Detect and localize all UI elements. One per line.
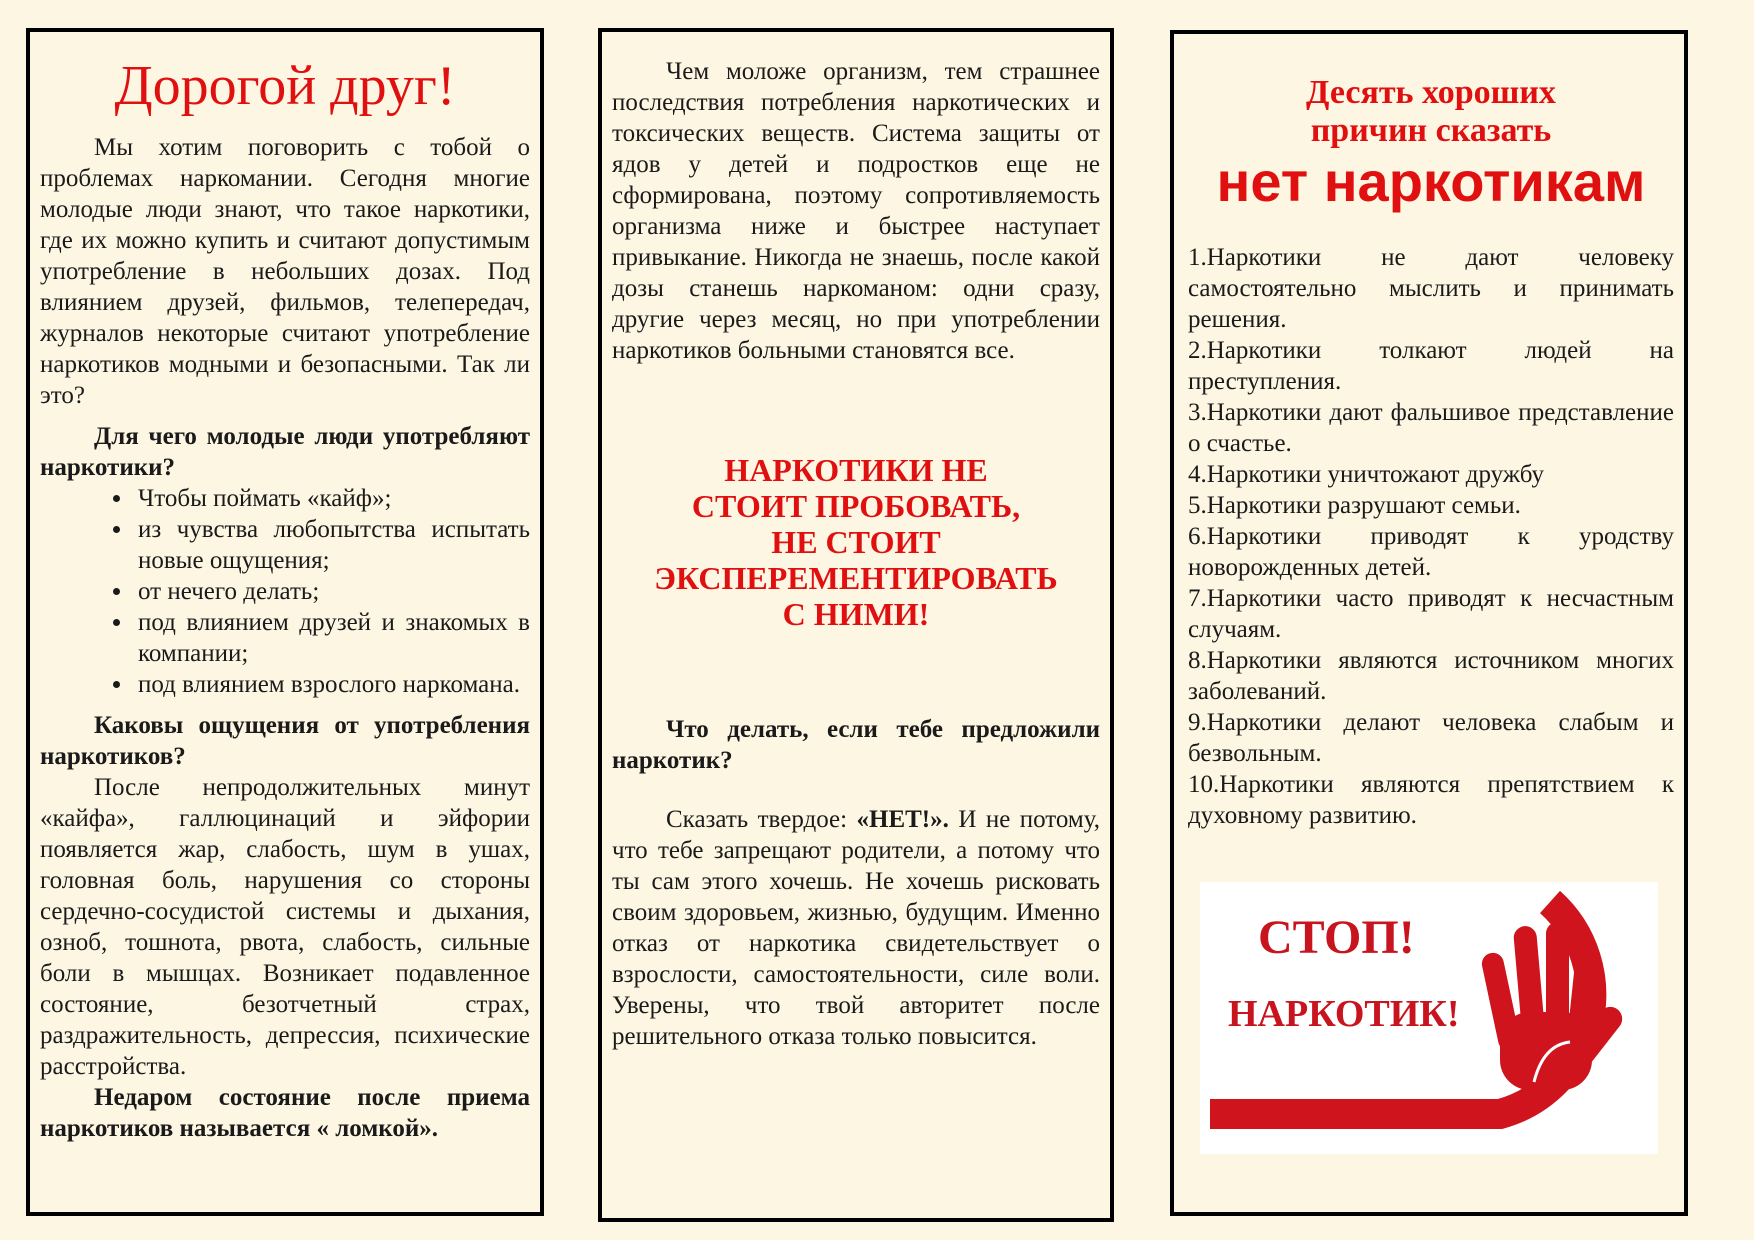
list-item: • от нечего делать;: [134, 576, 530, 607]
why-heading: Для чего молодые люди употребляют наркотики?: [40, 422, 530, 481]
answer-start: Сказать твердое:: [666, 806, 857, 833]
list-item: • из чувства любопытства испытать новые ощущения;: [134, 514, 530, 576]
question-heading: Что делать, если тебе предложили наркотик?: [612, 716, 1100, 774]
list-item: 9.Наркотики делают человека слабым и безвольным.: [1188, 709, 1674, 767]
stop-word: СТОП!: [1258, 911, 1415, 964]
feel-paragraph: После непродолжительных минут «кайфа», галлюцинаций и эйфории появляется жар, слабость, шум в ушах, головная боль, нарушения со стороны сердечно-сосудистой системы и дыхания, озноб, тошнота, рвота, слабость, сильные боли в мышцах. Возникает подавленное состояние, безотчетный страх, раздражительность, депрессия, психические расстройства.: [40, 773, 530, 1080]
stop-drug-image: [1200, 882, 1658, 1154]
list-item: 2.Наркотики толкают людей на преступления.: [1188, 337, 1674, 395]
age-paragraph: Чем моложе организм, тем страшнее последствия потребления наркотических и токсических веществ. Система защиты от ядов у детей и подростков еще не сформирована, поэтому сопротивляемость организма ниже и быстрее наступает привыкание. Никогда не знаешь, после какой дозы станешь наркоманом: одни сразу, другие через месяц, но при употреблении наркотиков больными становятся все.: [612, 58, 1100, 364]
list-item: 6.Наркотики приводят к уродству новорожденных детей.: [1188, 523, 1674, 581]
list-item: 5.Наркотики разрушают семьи.: [1188, 492, 1521, 519]
intro-paragraph: Мы хотим поговорить с тобой о проблемах наркомании. Сегодня многие молодые люди знают, что такое наркотики, где их можно купить и считают допустимым употребление в небольших дозах. Под влиянием друзей, фильмов, телепередач, журналов некоторые считают употребление наркотиков модными и безопасными. Так ли это?: [40, 133, 530, 409]
reasons-title-line1: Десять хороших: [1306, 74, 1556, 111]
warning-line: НЕ СТОИТ: [771, 524, 941, 560]
drug-word: НАРКОТИК!: [1228, 993, 1460, 1035]
answer-rest: И не потому, что тебе запрещают родители, а потому что ты сам этого хочешь. Не хочешь рисковать своим здоровьем, жизнью, будущим. Именно отказ от наркотика свидетельствует о взрослости, самостоятельности, силе воли. Уверены, что твой авторитет после решительного отказа только повысится.: [612, 806, 1100, 1050]
answer-no: «НЕТ!».: [856, 806, 949, 833]
closing-paragraph: Недаром состояние после приема наркотиков называется « ломкой».: [40, 1083, 530, 1142]
reasons-title-line3: нет наркотикам: [1216, 150, 1646, 213]
greeting-title: Дорогой друг!: [114, 55, 456, 117]
list-item: 10.Наркотики являются препятствием к духовному развитию.: [1188, 771, 1674, 829]
list-item: 7.Наркотики часто приводят к несчастным случаям.: [1188, 585, 1674, 643]
list-item: • Чтобы поймать «кайф»;: [134, 483, 530, 514]
reasons-title-line2: причин сказать: [1310, 112, 1552, 149]
list-item: • под влиянием друзей и знакомых в компании;: [134, 607, 530, 669]
reasons-list: [40, 483, 530, 700]
list-item: • под влиянием взрослого наркомана.: [134, 669, 530, 700]
list-item: 3.Наркотики дают фальшивое представление о счастье.: [1188, 399, 1674, 457]
warning-block: [612, 452, 1100, 632]
warning-line: СТОИТ ПРОБОВАТЬ,: [691, 488, 1021, 524]
feel-heading: Каковы ощущения от употребления наркотиков?: [40, 711, 530, 770]
list-item: 8.Наркотики являются источником многих заболеваний.: [1188, 647, 1674, 705]
list-item: 4.Наркотики уничтожают дружбу: [1188, 461, 1544, 488]
list-item: 1.Наркотики не дают человеку самостоятельно мыслить и принимать решения.: [1188, 244, 1674, 333]
warning-line: С НИМИ!: [782, 596, 930, 632]
warning-line: НАРКОТИКИ НЕ: [724, 452, 988, 488]
left-panel: [26, 28, 544, 1216]
middle-panel: [598, 28, 1114, 1222]
warning-line: ЭКСПЕРЕМЕНТИРОВАТЬ: [654, 560, 1058, 596]
answer-paragraph: [612, 804, 1100, 1052]
